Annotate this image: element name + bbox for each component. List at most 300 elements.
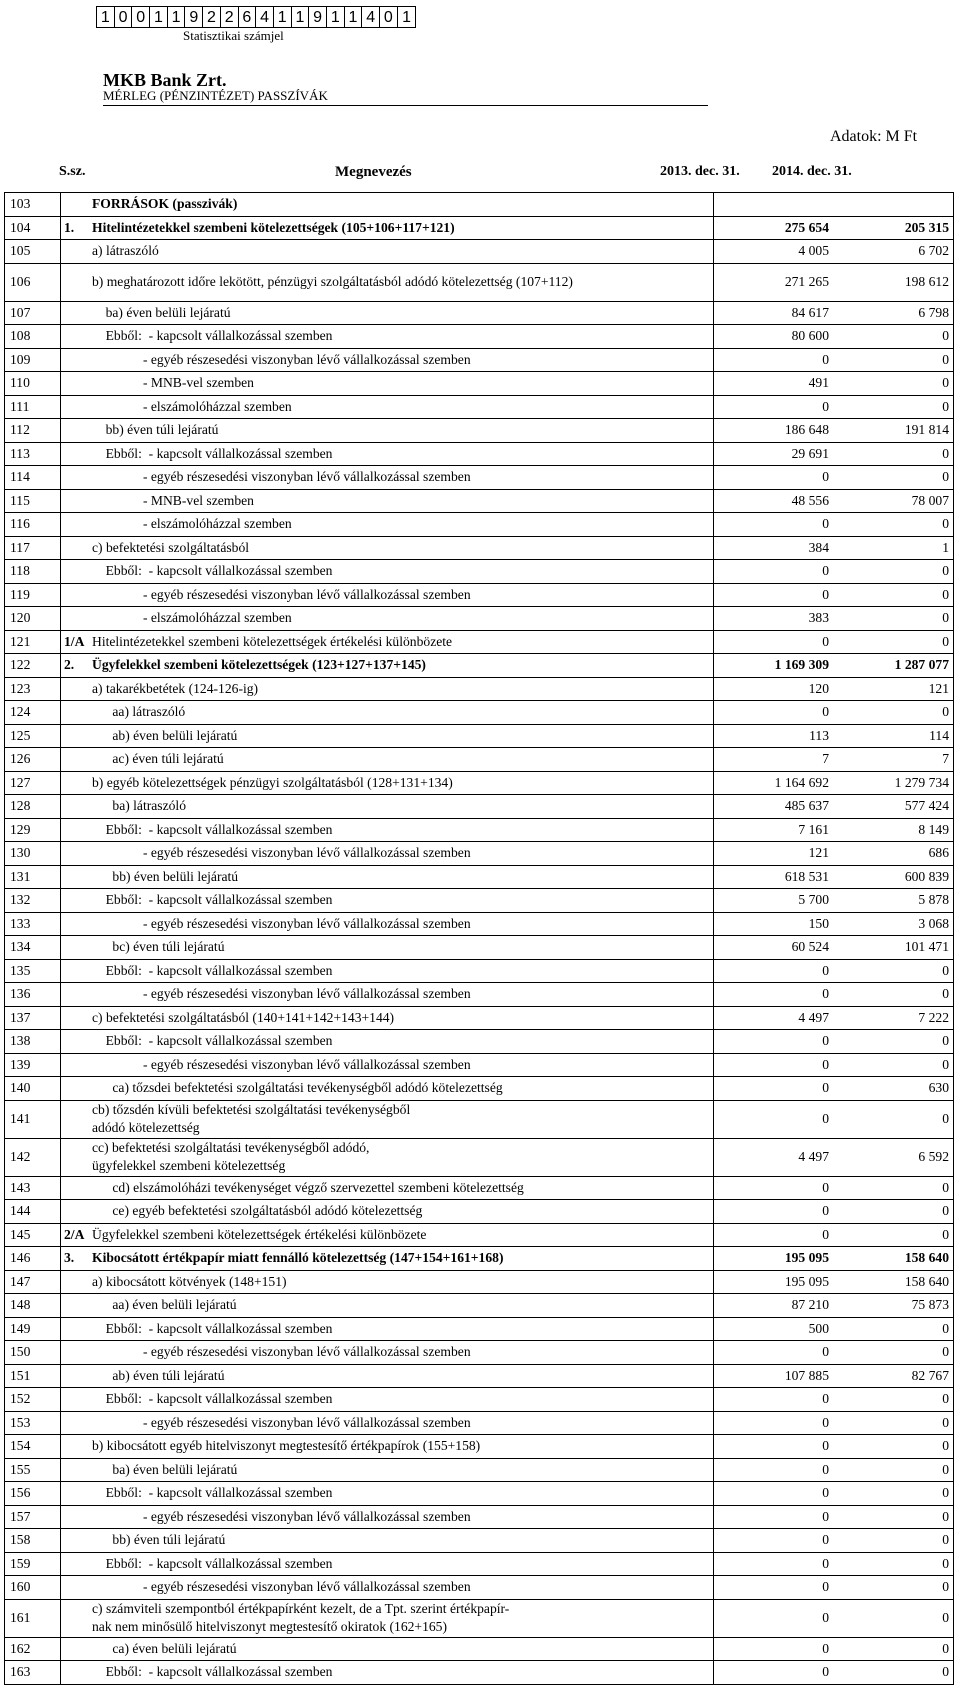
value-2014: 6 798 bbox=[849, 301, 954, 325]
value-2014: 114 bbox=[849, 724, 954, 748]
table-row bbox=[5, 724, 954, 748]
value-2014: 0 bbox=[849, 1576, 954, 1600]
value-2014: 82 767 bbox=[849, 1364, 954, 1388]
table-row bbox=[5, 395, 954, 419]
value-2013: 0 bbox=[714, 1388, 850, 1412]
table-row bbox=[5, 889, 954, 913]
row-label: Ebből: - kapcsolt vállalkozással szemben bbox=[89, 1030, 714, 1054]
table-row bbox=[5, 1576, 954, 1600]
row-number: 124 bbox=[5, 701, 61, 725]
table-row bbox=[5, 1661, 954, 1685]
row-number: 132 bbox=[5, 889, 61, 913]
table-row bbox=[5, 348, 954, 372]
value-2013: 0 bbox=[714, 1599, 850, 1637]
row-number: 156 bbox=[5, 1482, 61, 1506]
row-marker bbox=[61, 348, 90, 372]
row-marker bbox=[61, 1341, 90, 1365]
row-label: - egyéb részesedési viszonyban lévő vállalkozással szemben bbox=[89, 983, 714, 1007]
value-2013: 0 bbox=[714, 1552, 850, 1576]
value-2014: 7 222 bbox=[849, 1006, 954, 1030]
value-2014: 577 424 bbox=[849, 795, 954, 819]
value-2014: 1 279 734 bbox=[849, 771, 954, 795]
table-row bbox=[5, 240, 954, 264]
value-2013: 48 556 bbox=[714, 489, 850, 513]
row-number: 116 bbox=[5, 513, 61, 537]
table-row bbox=[5, 1341, 954, 1365]
value-2013: 0 bbox=[714, 959, 850, 983]
row-marker bbox=[61, 724, 90, 748]
row-label: aa) látraszóló bbox=[89, 701, 714, 725]
value-2014: 0 bbox=[849, 1341, 954, 1365]
row-marker bbox=[61, 1030, 90, 1054]
row-label: - egyéb részesedési viszonyban lévő vállalkozással szemben bbox=[89, 466, 714, 490]
value-2013: 500 bbox=[714, 1317, 850, 1341]
table-row bbox=[5, 748, 954, 772]
table-row bbox=[5, 536, 954, 560]
table-row bbox=[5, 1176, 954, 1200]
row-label: aa) éven belüli lejáratú bbox=[89, 1294, 714, 1318]
row-label: - egyéb részesedési viszonyban lévő vállalkozással szemben bbox=[89, 1576, 714, 1600]
table-row bbox=[5, 1223, 954, 1247]
row-label: ca) éven belüli lejáratú bbox=[89, 1637, 714, 1661]
row-marker bbox=[61, 1100, 90, 1138]
row-number: 120 bbox=[5, 607, 61, 631]
row-number: 117 bbox=[5, 536, 61, 560]
table-row bbox=[5, 1138, 954, 1176]
row-marker bbox=[61, 1138, 90, 1176]
value-2014: 0 bbox=[849, 630, 954, 654]
row-number: 150 bbox=[5, 1341, 61, 1365]
row-number: 163 bbox=[5, 1661, 61, 1685]
stat-digit: 1 bbox=[292, 7, 310, 27]
row-marker bbox=[61, 419, 90, 443]
row-label: ce) egyéb befektetési szolgáltatásból adódó kötelezettség bbox=[89, 1200, 714, 1224]
row-marker: 1. bbox=[61, 216, 90, 240]
value-2013: 107 885 bbox=[714, 1364, 850, 1388]
column-header-name: Megnevezés bbox=[335, 164, 412, 180]
row-marker bbox=[61, 1576, 90, 1600]
value-2013: 186 648 bbox=[714, 419, 850, 443]
row-label: Ebből: - kapcsolt vállalkozással szemben bbox=[89, 1661, 714, 1685]
value-2013: 0 bbox=[714, 583, 850, 607]
stat-digit: 1 bbox=[168, 7, 186, 27]
value-2013: 0 bbox=[714, 1458, 850, 1482]
value-2013: 87 210 bbox=[714, 1294, 850, 1318]
row-number: 133 bbox=[5, 912, 61, 936]
value-2013: 0 bbox=[714, 348, 850, 372]
row-label: - egyéb részesedési viszonyban lévő vállalkozással szemben bbox=[89, 348, 714, 372]
row-marker bbox=[61, 936, 90, 960]
row-marker bbox=[61, 1661, 90, 1685]
value-2013: 7 bbox=[714, 748, 850, 772]
value-2013: 0 bbox=[714, 513, 850, 537]
value-2014: 0 bbox=[849, 348, 954, 372]
value-2014: 0 bbox=[849, 1458, 954, 1482]
stat-digit: 9 bbox=[185, 7, 203, 27]
value-2013: 84 617 bbox=[714, 301, 850, 325]
row-label: Ügyfelekkel szembeni kötelezettségek értékelési különbözete bbox=[89, 1223, 714, 1247]
stat-digit: 1 bbox=[274, 7, 292, 27]
row-label: - elszámolóházzal szemben bbox=[89, 513, 714, 537]
row-label: Hitelintézetekkel szembeni kötelezettségek értékelési különbözete bbox=[89, 630, 714, 654]
stat-digit: 6 bbox=[239, 7, 257, 27]
row-number: 160 bbox=[5, 1576, 61, 1600]
table-row bbox=[5, 1077, 954, 1101]
value-2013: 0 bbox=[714, 1411, 850, 1435]
table-row bbox=[5, 1599, 954, 1637]
row-label: Kibocsátott értékpapír miatt fennálló kötelezettség (147+154+161+168) bbox=[89, 1247, 714, 1271]
table-row bbox=[5, 1247, 954, 1271]
stat-digit: 9 bbox=[309, 7, 327, 27]
row-label: bb) éven belüli lejáratú bbox=[89, 865, 714, 889]
row-label: Ebből: - kapcsolt vállalkozással szemben bbox=[89, 1482, 714, 1506]
value-2014: 0 bbox=[849, 1505, 954, 1529]
value-2013: 0 bbox=[714, 1077, 850, 1101]
table-row bbox=[5, 959, 954, 983]
value-2014: 158 640 bbox=[849, 1270, 954, 1294]
value-2013: 0 bbox=[714, 1482, 850, 1506]
row-label: a) kibocsátott kötvények (148+151) bbox=[89, 1270, 714, 1294]
row-number: 136 bbox=[5, 983, 61, 1007]
row-label: Ebből: - kapcsolt vállalkozással szemben bbox=[89, 442, 714, 466]
value-2013: 0 bbox=[714, 466, 850, 490]
row-marker: 1/A bbox=[61, 630, 90, 654]
value-2013: 195 095 bbox=[714, 1270, 850, 1294]
value-2013 bbox=[714, 193, 850, 217]
column-header-ssz: S.sz. bbox=[59, 164, 86, 179]
value-2014: 0 bbox=[849, 325, 954, 349]
row-marker bbox=[61, 372, 90, 396]
table-row bbox=[5, 771, 954, 795]
value-2013: 4 497 bbox=[714, 1138, 850, 1176]
value-2013: 383 bbox=[714, 607, 850, 631]
table-row bbox=[5, 1270, 954, 1294]
row-marker bbox=[61, 748, 90, 772]
row-number: 110 bbox=[5, 372, 61, 396]
row-marker bbox=[61, 1482, 90, 1506]
row-number: 137 bbox=[5, 1006, 61, 1030]
value-2013: 0 bbox=[714, 630, 850, 654]
stat-digit: 2 bbox=[221, 7, 239, 27]
row-number: 134 bbox=[5, 936, 61, 960]
value-2013: 0 bbox=[714, 1200, 850, 1224]
row-marker bbox=[61, 489, 90, 513]
value-2013: 0 bbox=[714, 1576, 850, 1600]
value-2013: 0 bbox=[714, 701, 850, 725]
table-row bbox=[5, 865, 954, 889]
row-number: 104 bbox=[5, 216, 61, 240]
row-label: - egyéb részesedési viszonyban lévő vállalkozással szemben bbox=[89, 1411, 714, 1435]
row-number: 106 bbox=[5, 263, 61, 301]
value-2013: 0 bbox=[714, 1637, 850, 1661]
value-2013: 0 bbox=[714, 1053, 850, 1077]
value-2013: 0 bbox=[714, 1176, 850, 1200]
value-2014: 5 878 bbox=[849, 889, 954, 913]
row-number: 144 bbox=[5, 1200, 61, 1224]
row-number: 146 bbox=[5, 1247, 61, 1271]
table-row bbox=[5, 1364, 954, 1388]
value-2014: 0 bbox=[849, 1317, 954, 1341]
row-label: ba) éven belüli lejáratú bbox=[89, 301, 714, 325]
table-row bbox=[5, 654, 954, 678]
row-label: Ebből: - kapcsolt vállalkozással szemben bbox=[89, 560, 714, 584]
value-2014: 1 bbox=[849, 536, 954, 560]
stat-digit: 1 bbox=[327, 7, 345, 27]
table-row bbox=[5, 419, 954, 443]
row-marker bbox=[61, 536, 90, 560]
value-2014: 0 bbox=[849, 983, 954, 1007]
value-2014: 0 bbox=[849, 1529, 954, 1553]
balance-sheet-table bbox=[4, 192, 954, 1685]
row-number: 159 bbox=[5, 1552, 61, 1576]
stat-digit: 2 bbox=[203, 7, 221, 27]
row-number: 122 bbox=[5, 654, 61, 678]
row-number: 157 bbox=[5, 1505, 61, 1529]
row-number: 126 bbox=[5, 748, 61, 772]
value-2013: 0 bbox=[714, 1223, 850, 1247]
stat-digit: 1 bbox=[150, 7, 168, 27]
table-row bbox=[5, 1529, 954, 1553]
row-number: 162 bbox=[5, 1637, 61, 1661]
stat-digit: 4 bbox=[256, 7, 274, 27]
row-marker bbox=[61, 1176, 90, 1200]
table-row bbox=[5, 936, 954, 960]
stat-digit: 1 bbox=[97, 7, 115, 27]
row-marker bbox=[61, 1006, 90, 1030]
row-number: 111 bbox=[5, 395, 61, 419]
stat-digit: 4 bbox=[362, 7, 380, 27]
row-label: Ebből: - kapcsolt vállalkozással szemben bbox=[89, 325, 714, 349]
value-2013: 80 600 bbox=[714, 325, 850, 349]
value-2013: 275 654 bbox=[714, 216, 850, 240]
row-marker bbox=[61, 1505, 90, 1529]
value-2013: 0 bbox=[714, 1100, 850, 1138]
value-2014: 158 640 bbox=[849, 1247, 954, 1271]
table-row bbox=[5, 1100, 954, 1138]
column-header-2013: 2013. dec. 31. bbox=[660, 164, 740, 179]
row-marker bbox=[61, 1552, 90, 1576]
row-number: 103 bbox=[5, 193, 61, 217]
row-marker bbox=[61, 1411, 90, 1435]
row-label: bb) éven túli lejáratú bbox=[89, 1529, 714, 1553]
value-2013: 4 497 bbox=[714, 1006, 850, 1030]
value-2014: 1 287 077 bbox=[849, 654, 954, 678]
row-number: 127 bbox=[5, 771, 61, 795]
table-row bbox=[5, 1388, 954, 1412]
value-2013: 1 164 692 bbox=[714, 771, 850, 795]
row-marker bbox=[61, 560, 90, 584]
stat-number-box bbox=[96, 6, 416, 28]
value-2014: 6 702 bbox=[849, 240, 954, 264]
row-marker bbox=[61, 513, 90, 537]
row-marker bbox=[61, 865, 90, 889]
value-2013: 29 691 bbox=[714, 442, 850, 466]
row-label: - egyéb részesedési viszonyban lévő vállalkozással szemben bbox=[89, 1341, 714, 1365]
row-marker bbox=[61, 1053, 90, 1077]
column-header-2014: 2014. dec. 31. bbox=[772, 164, 852, 179]
row-marker bbox=[61, 701, 90, 725]
value-2014: 7 bbox=[849, 748, 954, 772]
row-number: 125 bbox=[5, 724, 61, 748]
value-2014: 0 bbox=[849, 372, 954, 396]
row-label: Ebből: - kapcsolt vállalkozással szemben bbox=[89, 1317, 714, 1341]
row-label: ab) éven túli lejáratú bbox=[89, 1364, 714, 1388]
value-2013: 271 265 bbox=[714, 263, 850, 301]
row-label: Ebből: - kapcsolt vállalkozással szemben bbox=[89, 889, 714, 913]
value-2014 bbox=[849, 193, 954, 217]
table-row bbox=[5, 1552, 954, 1576]
value-2014: 0 bbox=[849, 583, 954, 607]
value-2014: 8 149 bbox=[849, 818, 954, 842]
value-2014: 600 839 bbox=[849, 865, 954, 889]
table-row bbox=[5, 677, 954, 701]
table-row bbox=[5, 912, 954, 936]
row-number: 119 bbox=[5, 583, 61, 607]
table-row bbox=[5, 1317, 954, 1341]
row-marker bbox=[61, 395, 90, 419]
value-2013: 0 bbox=[714, 1505, 850, 1529]
row-label: b) kibocsátott egyéb hitelviszonyt megtestesítő értékpapírok (155+158) bbox=[89, 1435, 714, 1459]
stat-caption: Statisztikai számjel bbox=[183, 28, 284, 43]
table-row bbox=[5, 1030, 954, 1054]
value-2014: 0 bbox=[849, 442, 954, 466]
value-2014: 3 068 bbox=[849, 912, 954, 936]
value-2014: 630 bbox=[849, 1077, 954, 1101]
table-row bbox=[5, 818, 954, 842]
table-row bbox=[5, 583, 954, 607]
value-2014: 0 bbox=[849, 560, 954, 584]
row-number: 123 bbox=[5, 677, 61, 701]
value-2013: 120 bbox=[714, 677, 850, 701]
row-number: 142 bbox=[5, 1138, 61, 1176]
row-label: a) takarékbetétek (124-126-ig) bbox=[89, 677, 714, 701]
value-2014: 0 bbox=[849, 1030, 954, 1054]
value-2013: 0 bbox=[714, 1435, 850, 1459]
row-number: 139 bbox=[5, 1053, 61, 1077]
row-label: Ebből: - kapcsolt vállalkozással szemben bbox=[89, 818, 714, 842]
row-label: bb) éven túli lejáratú bbox=[89, 419, 714, 443]
value-2014: 101 471 bbox=[849, 936, 954, 960]
row-number: 143 bbox=[5, 1176, 61, 1200]
table-row bbox=[5, 193, 954, 217]
value-2013: 0 bbox=[714, 1661, 850, 1685]
row-label: Ebből: - kapcsolt vállalkozással szemben bbox=[89, 1552, 714, 1576]
row-number: 129 bbox=[5, 818, 61, 842]
unit-label: Adatok: M Ft bbox=[830, 128, 918, 145]
row-number: 148 bbox=[5, 1294, 61, 1318]
value-2014: 198 612 bbox=[849, 263, 954, 301]
value-2013: 0 bbox=[714, 560, 850, 584]
value-2013: 485 637 bbox=[714, 795, 850, 819]
row-label: - egyéb részesedési viszonyban lévő vállalkozással szemben bbox=[89, 912, 714, 936]
value-2014: 0 bbox=[849, 1100, 954, 1138]
row-number: 161 bbox=[5, 1599, 61, 1637]
row-number: 140 bbox=[5, 1077, 61, 1101]
table-row bbox=[5, 842, 954, 866]
value-2014: 205 315 bbox=[849, 216, 954, 240]
value-2013: 1 169 309 bbox=[714, 654, 850, 678]
row-marker bbox=[61, 842, 90, 866]
row-number: 121 bbox=[5, 630, 61, 654]
table-row bbox=[5, 1294, 954, 1318]
value-2014: 191 814 bbox=[849, 419, 954, 443]
value-2013: 121 bbox=[714, 842, 850, 866]
table-row bbox=[5, 301, 954, 325]
value-2014: 0 bbox=[849, 513, 954, 537]
row-marker bbox=[61, 583, 90, 607]
row-marker bbox=[61, 325, 90, 349]
row-marker bbox=[61, 1637, 90, 1661]
table-row bbox=[5, 263, 954, 301]
value-2013: 384 bbox=[714, 536, 850, 560]
table-row bbox=[5, 513, 954, 537]
table-row bbox=[5, 1505, 954, 1529]
table-row bbox=[5, 701, 954, 725]
value-2013: 4 005 bbox=[714, 240, 850, 264]
value-2014: 0 bbox=[849, 1176, 954, 1200]
row-label: cd) elszámolóházi tevékenységet végző szervezettel szembeni kötelezettség bbox=[89, 1176, 714, 1200]
row-marker bbox=[61, 193, 90, 217]
stat-digit: 0 bbox=[115, 7, 133, 27]
row-marker bbox=[61, 1458, 90, 1482]
row-number: 118 bbox=[5, 560, 61, 584]
value-2014: 0 bbox=[849, 1599, 954, 1637]
stat-digit: 1 bbox=[402, 9, 411, 26]
row-number: 153 bbox=[5, 1411, 61, 1435]
table-row bbox=[5, 489, 954, 513]
value-2014: 0 bbox=[849, 1482, 954, 1506]
table-row bbox=[5, 560, 954, 584]
row-marker bbox=[61, 889, 90, 913]
row-label: - MNB-vel szemben bbox=[89, 372, 714, 396]
row-number: 155 bbox=[5, 1458, 61, 1482]
row-marker bbox=[61, 263, 90, 301]
row-marker bbox=[61, 677, 90, 701]
row-marker bbox=[61, 240, 90, 264]
row-number: 114 bbox=[5, 466, 61, 490]
table-row bbox=[5, 795, 954, 819]
table-row bbox=[5, 983, 954, 1007]
value-2014: 0 bbox=[849, 1200, 954, 1224]
row-marker: 2. bbox=[61, 654, 90, 678]
row-label: - egyéb részesedési viszonyban lévő vállalkozással szemben bbox=[89, 1505, 714, 1529]
table-row bbox=[5, 1053, 954, 1077]
row-number: 113 bbox=[5, 442, 61, 466]
row-label: ba) látraszóló bbox=[89, 795, 714, 819]
value-2014: 686 bbox=[849, 842, 954, 866]
row-label: ca) tőzsdei befektetési szolgáltatási tevékenységből adódó kötelezettség bbox=[89, 1077, 714, 1101]
value-2013: 618 531 bbox=[714, 865, 850, 889]
row-label: - egyéb részesedési viszonyban lévő vállalkozással szemben bbox=[89, 1053, 714, 1077]
row-marker bbox=[61, 607, 90, 631]
table-row bbox=[5, 1637, 954, 1661]
row-label: c) számviteli szempontból értékpapírként kezelt, de a Tpt. szerint értékpapír- nak nem minősülő hitelviszonyt megtestesítő okiratok (162+165) bbox=[89, 1599, 714, 1637]
value-2013: 113 bbox=[714, 724, 850, 748]
row-marker bbox=[61, 442, 90, 466]
row-label: - egyéb részesedési viszonyban lévő vállalkozással szemben bbox=[89, 583, 714, 607]
row-marker bbox=[61, 1294, 90, 1318]
value-2014: 0 bbox=[849, 1411, 954, 1435]
table-row bbox=[5, 466, 954, 490]
row-number: 109 bbox=[5, 348, 61, 372]
row-label: b) meghatározott időre lekötött, pénzügyi szolgáltatásból adódó kötelezettség (107+112) bbox=[89, 263, 714, 301]
row-number: 130 bbox=[5, 842, 61, 866]
row-number: 128 bbox=[5, 795, 61, 819]
row-label: ab) éven belüli lejáratú bbox=[89, 724, 714, 748]
row-number: 145 bbox=[5, 1223, 61, 1247]
row-marker bbox=[61, 983, 90, 1007]
row-label: ac) éven túli lejáratú bbox=[89, 748, 714, 772]
